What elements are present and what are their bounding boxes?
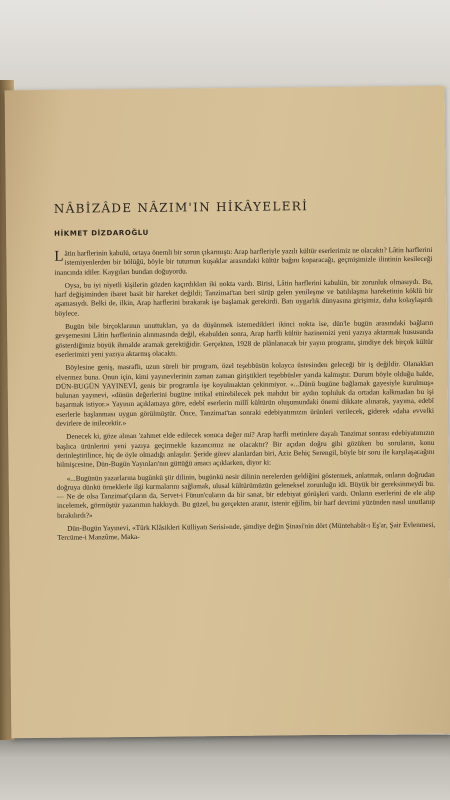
paragraph-2: Oysa, bu iyi niyetli kişilerin gözden kaçırdıkları iki nokta vardı. Birisi, Lâtin harflerini kabulün, bir zorunluk olmasıydı. Bu, harf değişiminden ibaret basit bir hareket değildi; Tanzimat'tan beri sürüp gelen yenileşme ve batılılaşma hareketinin köklü bir aşamasıydı. Belki de, ilkin, Arap harflerini bırakarak işe başlamak gerekirdi. Batı uygarlık dünyasına girişimiz, daha kolaylaşırdı böylece. xyxy=(54,277,433,318)
paragraph-5: Denecek ki, göze alınan 'zahmet elde edilecek sonuca değer mi? Arap harfli metinlere dayalı Tanzimat sonrası edebiyatımızın başlıca ürünlerini yeni yazıya geçirmekle kazancımız ne olacaktır? Bir açıdan doğru gibi gözüken bu soruların, konu derinleştirilince, hiç de öyle olmadığı anlaşılır. Şeride görev alanlardan biri, Aziz Behiç Serengil, böyle bir soru ile karşılaşacağını bilmişcesine, Dün-Bugün Yayınları'nın güttüğü amacı açıklarken, diyor ki: xyxy=(56,429,435,470)
paragraph-6: «...Bugünün yazarlarına bugünkü şiir dilinin, bugünkü nesir dilinin nerelerden geldiğini göstermek, anlatmak, onların doğrudan doğruya dünkü örneklerle ilgi kurmalarını sağlamak, ulusal kültürümüzün geleneksel zorunluğu idi. Büyük bir gereksinmeydi bu. — Ne de olsa Tanzimat'çıların da, Servet-i Fünun'cuların da bir sanat, bir edebiyat görüşleri vardı. Onların eserlerini de ele alıp incelemek, görmüştür yazarımın hakkıydı. Bu güzel, bu gerçekten aranır, istenir eğilim, bir harf devrimi yüzünden nasıl unutlanıp bırakılırdı?» xyxy=(56,470,435,520)
drop-cap: L xyxy=(54,248,64,265)
article-body xyxy=(54,246,435,544)
background-bottom xyxy=(0,735,450,800)
article-author: HİKMET DİZDAROĞLU xyxy=(54,228,149,238)
book-page xyxy=(5,86,450,739)
paragraph-3: Bugün bile birçoklarının unuttukları, ya da düşünmek istemedikleri ikinci nokta ise, dün'le bugün arasındaki bağların gevşemesini Lâtin harflerinin alınmasında değil, ekabulden sonra, Arap harfli kültür hazinemizi yeni yazıya aktarmak hususunda gösterdiğimiz büyük ihmalde aramak gerektiğidir. Gerçekten, 1928 de plânlanacak bir yayın programı, şimdiye dek birçok kültür eserlerimizi yeni yazıya aktarmış olacaktı. xyxy=(55,318,434,359)
article xyxy=(54,198,436,548)
paragraph-7: Dün-Bugün Yayınevi, «Türk Klâsikleri Külliyatı Serisi»nde, şimdiye değin Şinasi'nin dört (Müntehabât-ı Eş'ar, Şair Evlenmesi, Tercüme-i Manzûme, Maka- xyxy=(57,520,436,543)
paragraph-4: Böylesine geniş, masraflı, uzun süreli bir program, özel teşebbüsün kolayca üstesinden geleceği bir iş değildir. Olanakları elvermez buna. Onun için, kimi yayınevlerinin zaman zaman giriştikleri teşebbüsler yarıda kalmıştır. Durum böyle olduğu halde, DÜN-BUGÜN YAYINEVİ, genis bir programla işe koyulmaktan çekinmiyor. «...Dünü bugüne bağlamak gayesiyle kurulmuş» bulunan yayınevi, «dünün değerlerini bugüne intikal ettirebilecek pek mahdut bir aydın topluluk da ortadan kalkmadan bu işi başarmak istiyor.» Yayının açıklamaya göre, edebî eserlerin millî kültürün oluşumundaki önemi dikkate alınarak, yayıma, edebî eserlerle başlanması uygun görülmüştür. Önce, Tanzimat'tan sonraki edebiyatımızın ürünleri verilecek, giderek «daha evvelki devirlere de inilecektir.» xyxy=(55,360,435,428)
article-title: NÂBİZÂDE NÂZIM'IN HİKÂYELERİ xyxy=(53,199,309,216)
paragraph-1 xyxy=(54,246,432,278)
background-top xyxy=(0,0,450,90)
paragraph-1-text: âtin harflerinin kabulü, ortaya önemli bir sorun çıkarmıştı: Arap harfleriyle yazılı kültür eserlerimiz ne olacaktı? Lâtin harflerini istemiyenlerden bir bölüğü, böyle bir tutumun kuşaklar arasındaki kültür bağını koparacağı, geçmişimizle ilintinin kesileceği inancında idiler. Kaygıları bundan doğuyordu. xyxy=(54,245,433,277)
